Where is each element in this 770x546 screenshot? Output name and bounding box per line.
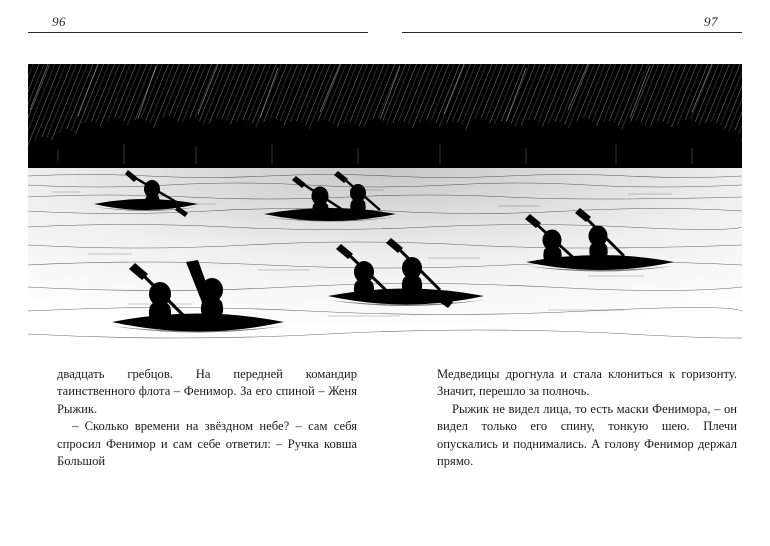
paragraph-left-1: двадцать гребцов. На передней командир таинственного флота – Фенимор. За его спиной – Женя Рыжик. [57,367,357,416]
page-number-right: 97 [704,14,718,29]
illustration-artwork [28,64,742,344]
text-column-right [437,366,737,470]
header-rule-right [402,32,742,33]
illustration [28,64,742,344]
paragraph-right-2: Рыжик не видел лица, то есть маски Фенимора, – он видел только его спину, тонкую шею. Плечи опускались и поднимались. А голову Фенимор держал прямо. [437,401,737,469]
paragraph-right-1: Медведицы дрогнула и стала клониться к горизонту. Значит, перешло за полночь. [437,367,737,399]
text-column-left [57,366,357,470]
paragraph-left-2: – Сколько времени на звёздном небе? – сам себя спросил Фенимор и сам себе ответил: – Ручка ковша Большой [57,419,357,469]
header-rule-left [28,32,368,33]
page-number-left: 96 [52,14,66,29]
